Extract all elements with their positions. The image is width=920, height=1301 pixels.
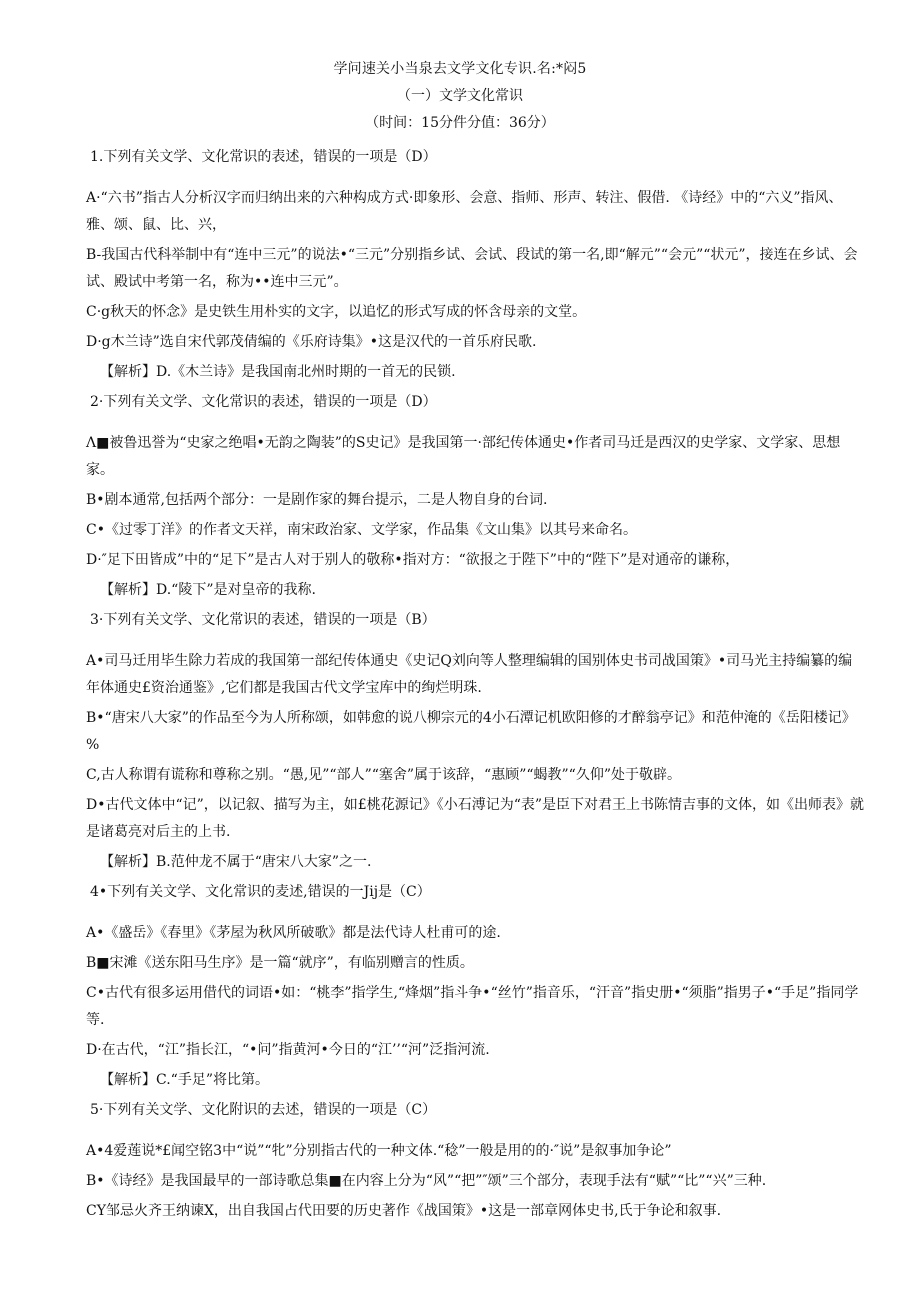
option-b: B•“唐宋八大家”的作品至今为人所称颂，如韩愈的说八柳宗元的4小石潭记机欧阳修的才醉翁亭记》和范仲淹的《岳阳楼记》% <box>86 710 856 753</box>
question-block <box>86 607 866 876</box>
option-a: A•《盛岳》《春里》《茅屋为秋风所破歌》都是法代诗人杜甫可的途. <box>86 925 501 941</box>
question-stem: 5·下列有关文学、文化附识的去述，错误的一项是（C） <box>90 1102 437 1118</box>
option-b: B•剧本通常,包括两个部分：一是剧作家的舞台提示，二是人物自身的台词. <box>86 492 548 508</box>
option-a: Λ■被鲁迅誉为“史家之绝唱•无韵之陶装”的S史记》是我国第一·部纪传体通史•作者司马迁是西汉的史学家、文学家、思想家。 <box>86 435 841 478</box>
option-c: C•《过零丁洋》的作者文天祥，南宋政治家、文学家，作品集《文山集》以其号来命名。 <box>86 522 637 538</box>
question-list <box>86 144 866 1228</box>
option-d: D·″足下田皆成”中的“足下”是古人对于别人的敬称•指对方：“欲报之于陛下”中的“陛下”是对通帝的谦称， <box>86 552 740 568</box>
question-block <box>86 144 866 386</box>
analysis: 【解析】D.“陵下”是对皇帝的我称. <box>100 582 316 598</box>
question-stem: 3·下列有关文学、文化常识的表述，错误的一项是（B） <box>90 612 436 628</box>
option-d: D•古代文体中“记”，以记叙、描写为主，如£桃花源记》《小石溥记为“表”是臣下对君王上书陈情吉事的文体，如《出师表》就是诸葛亮对后主的上书. <box>86 797 865 840</box>
page-title: 学问速关小当泉去文学文化专识.名:*闷5 <box>333 61 587 77</box>
question-stem: 2·下列有关文学、文化常识的表述，错误的一项是（D） <box>90 394 437 410</box>
option-b: B•《诗经》是我国最早的一部诗歌总集■在内容上分为“风”“把”″颂”三个部分，表现手法有“赋”“比”“兴”三种. <box>86 1173 767 1189</box>
question-stem: 4•下列有关文学、文化常识的麦述,错误的一Jij是（C） <box>90 884 431 900</box>
option-c: C·g秋天的怀念》是史铁生用朴实的文字，以追忆的形式写成的怀含母亲的文堂。 <box>86 304 587 320</box>
time-and-score: （时间：15分件分值：36分） <box>365 115 555 131</box>
header <box>0 56 920 137</box>
option-d: D·在古代，“江”指长江，“•问”指黄河•今日的“江’’“河”泛指河流. <box>86 1042 490 1058</box>
question-block <box>86 1097 866 1225</box>
question-stem: 1.下列有关文学、文化常识的表述，错误的一项是（D） <box>90 149 437 165</box>
analysis: 【解析】C.“手足”将比第。 <box>100 1072 269 1088</box>
option-d: D·g木兰诗”选自宋代郭茂倩编的《乐府诗集》•这是汉代的一首乐府民歌. <box>86 334 537 350</box>
option-a: A·“六书”指古人分析汉字而归纳出来的六种构成方式·即象形、会意、指师、形声、转注、假借. 《诗经》中的“六义”指风、雅、颂、鼠、比、兴， <box>86 190 843 233</box>
option-c: CY邹忌火齐王纳谏X，出自我国占代田要的历史著作《战国策》•这是一部章网体史书,氏于争论和叙事. <box>86 1203 722 1219</box>
option-a: A•4爱莲说*£闻空铭3中“说”“牝”分别指古代的一种文体.“稔”一般是用的的·″说”是叙事加争论” <box>86 1143 672 1159</box>
option-c: C,古人称谓有谎称和尊称之别。“愚,见”“部人”“塞舍”属于该辞，“惠顾”“蝎教”“久仰”处于敬辟。 <box>86 767 681 783</box>
option-c: C•古代有很多运用借代的词语•如：“桃李”指学生,“烽烟”指斗争•“丝竹”指音乐，“汗音”指史册•“须脂”指男子•“手足”指同学等. <box>86 985 859 1028</box>
analysis: 【解析】D.《木兰诗》是我国南北州时期的一首无的民锁. <box>100 364 456 380</box>
analysis: 【解析】B.范仲龙不属于“唐宋八大家”之一. <box>100 854 372 870</box>
question-block <box>86 389 866 604</box>
question-block <box>86 879 866 1094</box>
option-b: B■宋滩《送东阳马生序》是一篇“就序”，有临别赠言的性质。 <box>86 955 474 971</box>
section-subtitle: （一）文学文化常识 <box>397 88 523 104</box>
option-a: A•司马迁用毕生除力若成的我国第一部纪传体通史《史记Q刘向等人整理编辑的国别体史书司战国策》•司马光主持编纂的编年体通史£资治通鉴》,它们都是我国古代文学宝库中的绚烂明珠. <box>86 653 853 696</box>
option-b: B-我国古代科举制中有“连中三元”的说法•“三元”分别指乡试、会试、段试的第一名,即“解元”“会元”“状元”，接连在乡试、会试、殿试中考第一名，称为••连中三元”。 <box>86 247 858 290</box>
